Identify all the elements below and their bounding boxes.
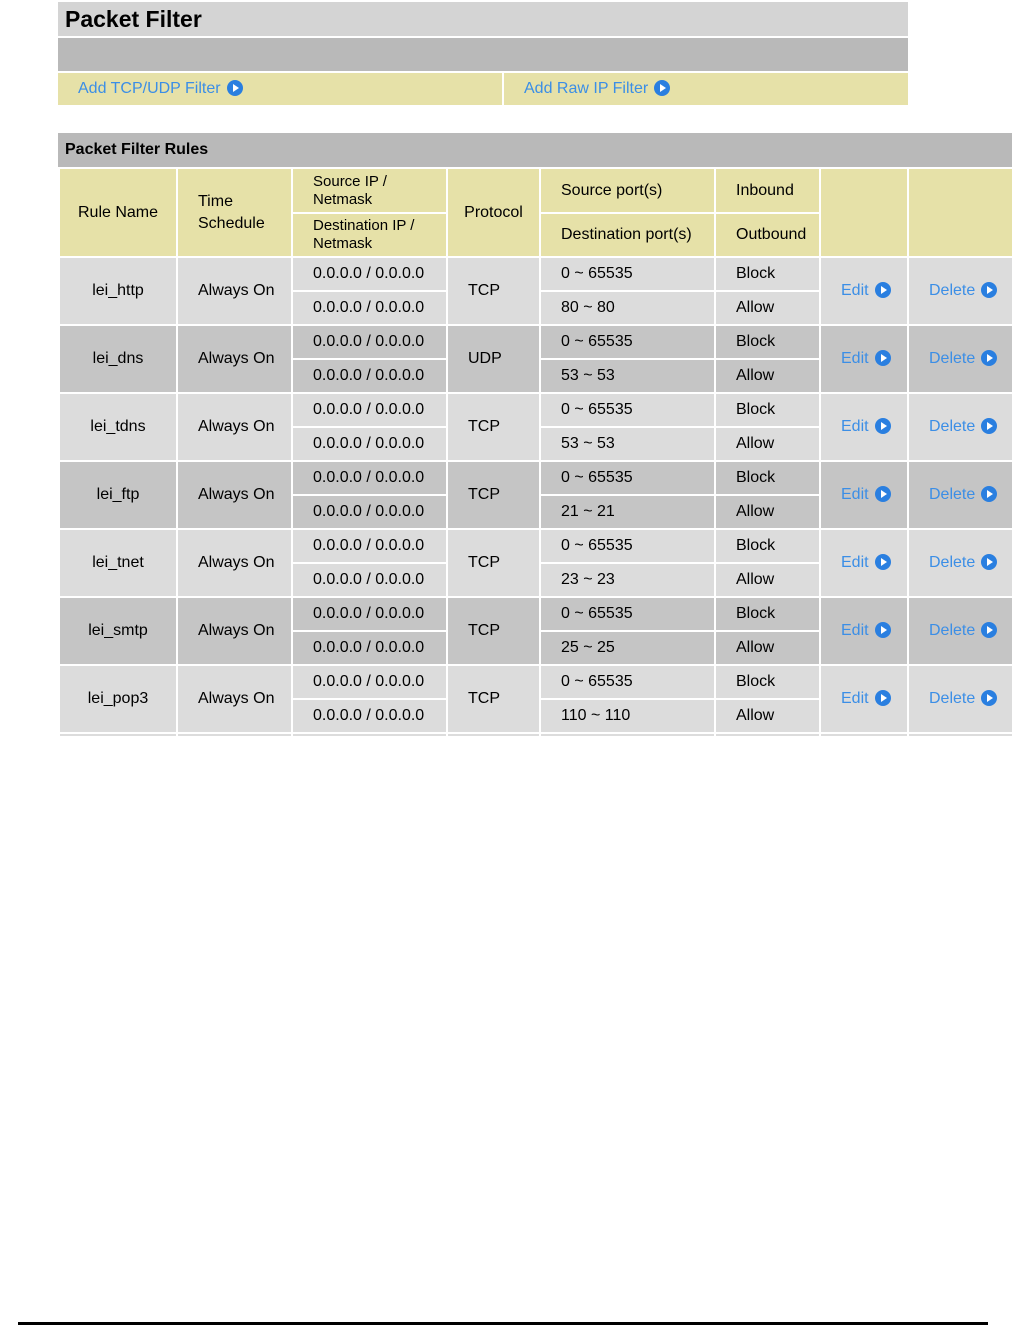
- arrow-right-circle-icon: [981, 554, 997, 570]
- protocol: TCP: [447, 257, 540, 325]
- destination-ip: 0.0.0.0 / 0.0.0.0: [292, 427, 447, 461]
- delete-label: Delete: [929, 690, 976, 707]
- arrow-right-circle-icon: [875, 350, 891, 366]
- add-raw-ip-filter-link[interactable]: [504, 73, 908, 105]
- source-ports: 0 ~ 65535: [540, 529, 715, 563]
- edit-label: Edit: [841, 350, 869, 367]
- destination-ports: 53 ~ 53: [540, 359, 715, 393]
- source-ip: 0.0.0.0 / 0.0.0.0: [292, 597, 447, 631]
- arrow-right-circle-icon: [981, 350, 997, 366]
- page-title: Packet Filter: [58, 2, 908, 36]
- source-ports: 0 ~ 65535: [540, 461, 715, 495]
- table-row-cutoff: [59, 733, 1013, 737]
- time-schedule: Always On: [177, 529, 292, 597]
- edit-button[interactable]: [820, 597, 908, 665]
- cutoff-cell: [59, 733, 177, 737]
- delete-label: Delete: [929, 622, 976, 639]
- arrow-right-circle-icon: [981, 486, 997, 502]
- source-ip: 0.0.0.0 / 0.0.0.0: [292, 529, 447, 563]
- arrow-right-circle-icon: [875, 282, 891, 298]
- add-tcp-udp-filter-link[interactable]: [58, 73, 502, 105]
- cutoff-cell: [292, 733, 447, 737]
- time-schedule: Always On: [177, 325, 292, 393]
- source-ports: 0 ~ 65535: [540, 393, 715, 427]
- delete-button[interactable]: [908, 325, 1013, 393]
- header-destination-ip: Destination IP / Netmask: [292, 213, 447, 257]
- header-delete-column: [908, 168, 1013, 257]
- source-ports: 0 ~ 65535: [540, 665, 715, 699]
- inbound-action: Block: [715, 597, 820, 631]
- table-row: [59, 529, 1013, 563]
- destination-ip: 0.0.0.0 / 0.0.0.0: [292, 291, 447, 325]
- outbound-action: Allow: [715, 699, 820, 733]
- rule-name: lei_tdns: [59, 393, 177, 461]
- destination-ports: 21 ~ 21: [540, 495, 715, 529]
- arrow-right-circle-icon: [875, 690, 891, 706]
- destination-ip: 0.0.0.0 / 0.0.0.0: [292, 563, 447, 597]
- destination-ip: 0.0.0.0 / 0.0.0.0: [292, 359, 447, 393]
- cutoff-cell: [908, 733, 1013, 737]
- protocol: TCP: [447, 529, 540, 597]
- rule-name: lei_http: [59, 257, 177, 325]
- delete-label: Delete: [929, 418, 976, 435]
- toolbar-band: [58, 38, 908, 71]
- edit-button[interactable]: [820, 257, 908, 325]
- inbound-action: Block: [715, 325, 820, 359]
- arrow-right-circle-icon: [654, 80, 670, 96]
- destination-ports: 25 ~ 25: [540, 631, 715, 665]
- edit-label: Edit: [841, 622, 869, 639]
- source-ip: 0.0.0.0 / 0.0.0.0: [292, 257, 447, 291]
- header-destination-ports: Destination port(s): [540, 213, 715, 257]
- edit-button[interactable]: [820, 529, 908, 597]
- cutoff-cell: [447, 733, 540, 737]
- source-ports: 0 ~ 65535: [540, 597, 715, 631]
- delete-button[interactable]: [908, 393, 1013, 461]
- cutoff-cell: [715, 733, 820, 737]
- delete-button[interactable]: [908, 665, 1013, 733]
- table-row: [59, 461, 1013, 495]
- edit-label: Edit: [841, 282, 869, 299]
- arrow-right-circle-icon: [981, 690, 997, 706]
- protocol: UDP: [447, 325, 540, 393]
- outbound-action: Allow: [715, 427, 820, 461]
- delete-label: Delete: [929, 486, 976, 503]
- table-row: [59, 665, 1013, 699]
- filter-actions: [58, 73, 908, 105]
- header-rule-name: Rule Name: [59, 168, 177, 257]
- header-outbound: Outbound: [715, 213, 820, 257]
- table-row: [59, 393, 1013, 427]
- protocol: TCP: [447, 393, 540, 461]
- time-schedule: Always On: [177, 393, 292, 461]
- destination-ports: 53 ~ 53: [540, 427, 715, 461]
- inbound-action: Block: [715, 665, 820, 699]
- header-time-schedule: Time Schedule: [177, 168, 292, 257]
- outbound-action: Allow: [715, 291, 820, 325]
- table-row: [59, 257, 1013, 291]
- outbound-action: Allow: [715, 359, 820, 393]
- arrow-right-circle-icon: [981, 622, 997, 638]
- source-ports: 0 ~ 65535: [540, 325, 715, 359]
- destination-ports: 110 ~ 110: [540, 699, 715, 733]
- destination-ports: 80 ~ 80: [540, 291, 715, 325]
- edit-button[interactable]: [820, 461, 908, 529]
- inbound-action: Block: [715, 257, 820, 291]
- source-ip: 0.0.0.0 / 0.0.0.0: [292, 461, 447, 495]
- protocol: TCP: [447, 665, 540, 733]
- inbound-action: Block: [715, 529, 820, 563]
- time-schedule: Always On: [177, 665, 292, 733]
- cutoff-cell: [177, 733, 292, 737]
- rule-name: lei_dns: [59, 325, 177, 393]
- edit-label: Edit: [841, 486, 869, 503]
- destination-ip: 0.0.0.0 / 0.0.0.0: [292, 495, 447, 529]
- rule-name: lei_ftp: [59, 461, 177, 529]
- delete-label: Delete: [929, 350, 976, 367]
- edit-label: Edit: [841, 690, 869, 707]
- destination-ip: 0.0.0.0 / 0.0.0.0: [292, 699, 447, 733]
- packet-filter-panel: [58, 2, 908, 105]
- header-source-ports: Source port(s): [540, 168, 715, 213]
- add-raw-ip-filter-label: Add Raw IP Filter: [524, 80, 649, 97]
- destination-ports: 23 ~ 23: [540, 563, 715, 597]
- table-row: [59, 325, 1013, 359]
- outbound-action: Allow: [715, 631, 820, 665]
- edit-button[interactable]: [820, 325, 908, 393]
- cutoff-cell: [820, 733, 908, 737]
- rule-name: lei_pop3: [59, 665, 177, 733]
- rules-table: [58, 167, 1014, 738]
- rule-name: lei_smtp: [59, 597, 177, 665]
- edit-label: Edit: [841, 418, 869, 435]
- delete-label: Delete: [929, 282, 976, 299]
- delete-button[interactable]: [908, 461, 1013, 529]
- edit-button[interactable]: [820, 393, 908, 461]
- source-ip: 0.0.0.0 / 0.0.0.0: [292, 325, 447, 359]
- source-ip: 0.0.0.0 / 0.0.0.0: [292, 665, 447, 699]
- destination-ip: 0.0.0.0 / 0.0.0.0: [292, 631, 447, 665]
- arrow-right-circle-icon: [875, 418, 891, 434]
- arrow-right-circle-icon: [981, 418, 997, 434]
- edit-label: Edit: [841, 554, 869, 571]
- delete-button[interactable]: [908, 529, 1013, 597]
- packet-filter-rules: [58, 133, 1012, 738]
- edit-button[interactable]: [820, 665, 908, 733]
- header-source-ip: Source IP / Netmask: [292, 168, 447, 213]
- table-row: [59, 597, 1013, 631]
- arrow-right-circle-icon: [875, 486, 891, 502]
- header-inbound: Inbound: [715, 168, 820, 213]
- add-tcp-udp-filter-label: Add TCP/UDP Filter: [78, 80, 221, 97]
- arrow-right-circle-icon: [981, 282, 997, 298]
- protocol: TCP: [447, 461, 540, 529]
- arrow-right-circle-icon: [875, 622, 891, 638]
- source-ports: 0 ~ 65535: [540, 257, 715, 291]
- delete-button[interactable]: [908, 597, 1013, 665]
- inbound-action: Block: [715, 461, 820, 495]
- header-protocol: Protocol: [447, 168, 540, 257]
- time-schedule: Always On: [177, 597, 292, 665]
- arrow-right-circle-icon: [875, 554, 891, 570]
- outbound-action: Allow: [715, 563, 820, 597]
- rules-section-title: Packet Filter Rules: [58, 133, 1012, 167]
- header-edit-column: [820, 168, 908, 257]
- protocol: TCP: [447, 597, 540, 665]
- time-schedule: Always On: [177, 461, 292, 529]
- cutoff-cell: [540, 733, 715, 737]
- inbound-action: Block: [715, 393, 820, 427]
- delete-button[interactable]: [908, 257, 1013, 325]
- rule-name: lei_tnet: [59, 529, 177, 597]
- outbound-action: Allow: [715, 495, 820, 529]
- arrow-right-circle-icon: [227, 80, 243, 96]
- time-schedule: Always On: [177, 257, 292, 325]
- delete-label: Delete: [929, 554, 976, 571]
- source-ip: 0.0.0.0 / 0.0.0.0: [292, 393, 447, 427]
